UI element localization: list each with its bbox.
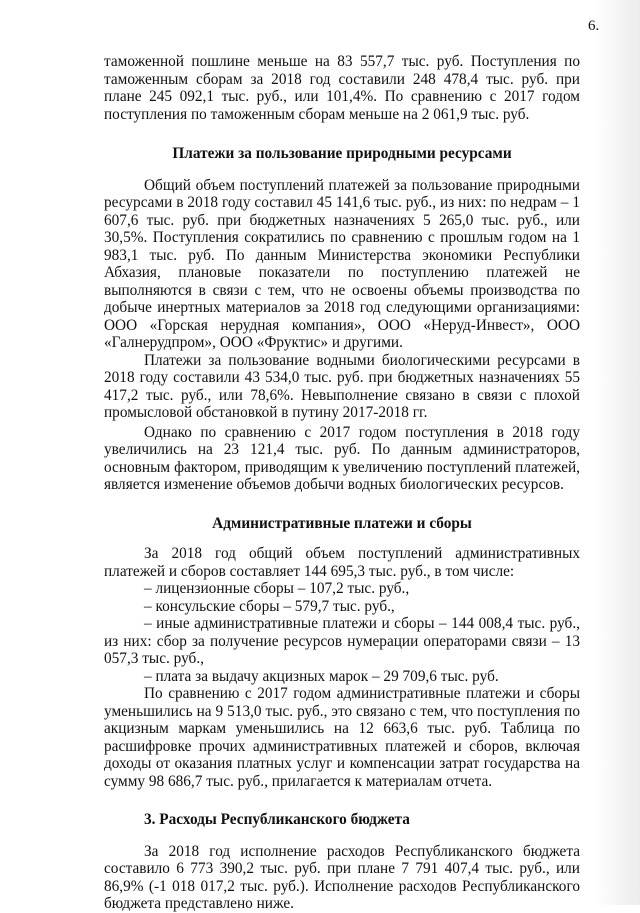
page-number: 6.	[588, 18, 600, 34]
paragraph-administrative-total: За 2018 год общий объем поступлений административных платежей и сборов составляет 144 695,3 тыс. руб., в том числе:	[104, 545, 580, 580]
paragraph-natural-resources-total: Общий объем поступлений платежей за пользование природными ресурсами в 2018 году составил 45 141,6 тыс. руб., из них: по недрам – 1 607,6 тыс. руб. при бюджетных назначениях 5 265,0 тыс. руб., или 30,5%. Поступления сократились по сравнению с прошлым годом на 1 983,1 тыс. руб. По данным Министерства экономики Республики Абхазия, плановые показатели по поступлению платежей не выполняются в связи с тем, что не освоены объемы производства по добыче инертных материалов за 2018 год следующими организациями: ООО «Горская нерудная компания», ООО «Неруд-Инвест», ООО «Галнерудпром», ООО «Фруктис» и другими.	[104, 176, 580, 351]
heading-administrative-fees: Административные платежи и сборы	[212, 514, 472, 532]
list-item-consular-fees: – консульские сборы – 579,7 тыс. руб.,	[144, 597, 395, 615]
heading-natural-resources: Платежи за пользование природными ресурсами	[172, 145, 512, 162]
list-item-license-fees: – лицензионные сборы – 107,2 тыс. руб.,	[144, 580, 410, 597]
paragraph-customs-fees: таможенной пошлине меньше на 83 557,7 тыс. руб. Поступления по таможенным сборам за 2018 год составили 248 478,4 тыс. руб. при плане 245 092,1 тыс. руб., или 101,4%. По сравнению с 2017 годом поступления по таможенным сборам меньше на 2 061,9 тыс. руб.	[104, 53, 580, 123]
paragraph-water-bio-comparison: Однако по сравнению с 2017 годом поступления в 2018 году увеличились на 23 121,4 тыс. руб. По данным администраторов, основным фактором, приводящим к увеличению поступлений платежей, является изменение объемов добычи водных биологических ресурсов.	[104, 423, 580, 493]
list-item-excise-stamps: – плата за выдачу акцизных марок – 29 709,6 тыс. руб.	[144, 667, 499, 685]
paragraph-water-bio-resources: Платежи за пользование водными биологическими ресурсами в 2018 году составили 43 534,0 тыс. руб. при бюджетных назначениях 55 417,2 тыс. руб., или 78,6%. Невыполнение связано в связи с плохой промысловой обстановкой в путину 2017-2018 гг.	[104, 351, 580, 421]
list-item-other-admin-fees: – иные административные платежи и сборы – 144 008,4 тыс. руб., из них: сбор за получение ресурсов нумерации операторами связи – 13 057,3 тыс. руб.,	[104, 615, 580, 667]
heading-budget-expenses: 3. Расходы Республиканского бюджета	[144, 811, 410, 828]
page-content	[104, 53, 580, 913]
paragraph-budget-expenses: За 2018 год исполнение расходов Республиканского бюджета составило 6 773 390,2 тыс. руб. при плане 7 791 407,4 тыс. руб., или 86,9% (-1 018 017,2 тыс. руб.). Исполнение расходов Республиканского бюджета представлено ниже.	[104, 842, 580, 912]
paragraph-administrative-comparison: По сравнению с 2017 годом административные платежи и сборы уменьшились на 9 513,0 тыс. руб., это связано с тем, что поступления по акцизным маркам уменьшились на 12 663,6 тыс. руб. Таблица по расшифровке прочих административных платежей и сборов, включая доходы от оказания платных услуг и компенсации затрат государства на сумму 98 686,7 тыс. руб., прилагается к материалам отчета.	[104, 685, 580, 790]
